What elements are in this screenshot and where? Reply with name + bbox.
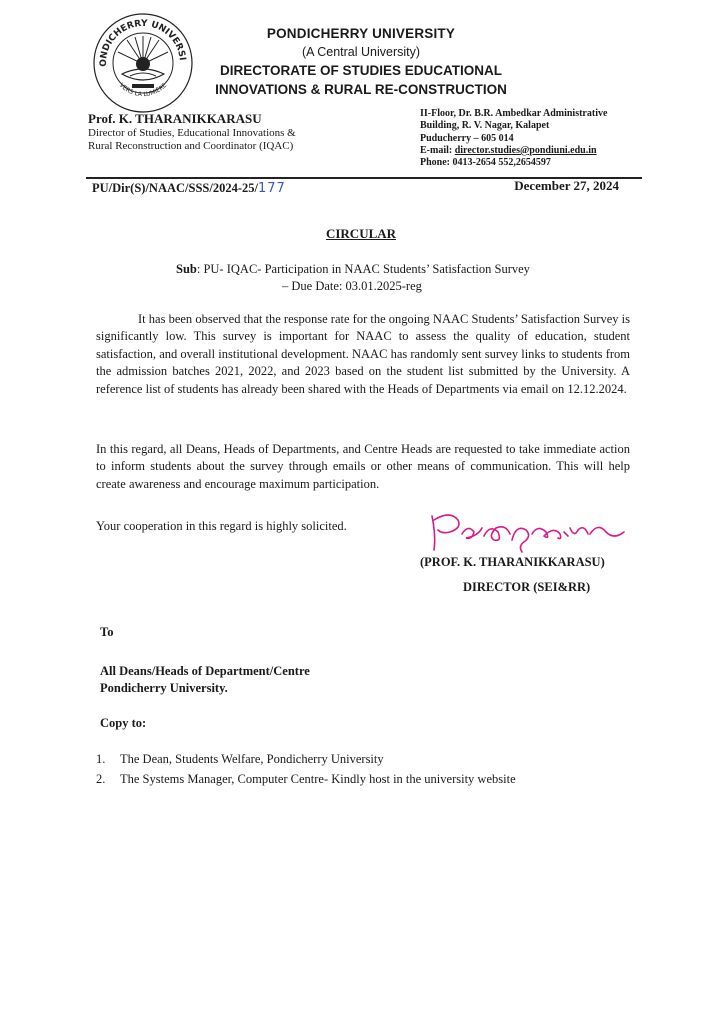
subject-text: : PU- IQAC- Participation in NAAC Students’ Satisfaction Survey bbox=[196, 262, 530, 276]
sender-name: Prof. K. THARANIKKARASU bbox=[88, 111, 262, 126]
university-logo bbox=[92, 12, 194, 114]
address-line-2: Building, R. V. Nagar, Kalapet bbox=[420, 120, 550, 132]
list-item-text: The Systems Manager, Computer Centre- Kindly host in the university website bbox=[120, 771, 516, 786]
office-address bbox=[420, 108, 670, 169]
list-item-number: 1. bbox=[96, 752, 106, 766]
signer-name: (PROF. K. THARANIKKARASU) bbox=[420, 555, 605, 569]
phone-line: Phone: 0413-2654 552,2654597 bbox=[420, 157, 551, 169]
list-item-text: The Dean, Students Welfare, Pondicherry University bbox=[120, 752, 384, 766]
recipients-line-2: Pondicherry University. bbox=[100, 681, 228, 695]
university-name: PONDICHERRY UNIVERSITY bbox=[266, 26, 456, 41]
address-line-1: II-Floor, Dr. B.R. Ambedkar Administrative bbox=[420, 108, 608, 119]
signer-designation: DIRECTOR (SEI&RR) bbox=[463, 580, 591, 594]
copy-to-list bbox=[96, 750, 516, 789]
email-row bbox=[420, 145, 670, 157]
signature-icon bbox=[428, 506, 628, 558]
due-date: – Due Date: 03.01.2025-reg bbox=[282, 279, 422, 293]
email-link[interactable]: director.studies@pondiuni.edu.in bbox=[454, 144, 597, 156]
sender-role bbox=[88, 127, 338, 153]
subject-label: Sub bbox=[176, 262, 197, 276]
list-item-number: 2. bbox=[96, 771, 106, 786]
sender-role-line-2: Rural Reconstruction and Coordinator (IQAC) bbox=[88, 140, 294, 152]
directorate-line-1: DIRECTORATE OF STUDIES EDUCATIONAL bbox=[219, 63, 502, 78]
university-subtitle: (A Central University) bbox=[301, 45, 421, 59]
recipients-line-1: All Deans/Heads of Department/Centre bbox=[100, 664, 310, 678]
seal-bottom-text: VERS LA LUMIÈRE bbox=[117, 81, 169, 99]
reference-prefix: PU/Dir(S)/NAAC/SSS/2024-25/ bbox=[92, 181, 258, 195]
body-paragraph-1: It has been observed that the response rate for the ongoing NAAC Students’ Satisfaction Survey is significantly low. This survey is important for NAAC to assess the quality of education, student satisfaction, and overall institutional development. NAAC has randomly sent survey links to students from the admission batches 2021, 2022, and 2023 based on the student list submitted by the University. A reference list of students has already been shared with the Heads of Departments via email on 12.12.2024. bbox=[96, 312, 630, 396]
reference-number bbox=[92, 181, 286, 196]
address-line-3: Puducherry – 605 014 bbox=[420, 132, 514, 144]
circular-heading: CIRCULAR bbox=[325, 226, 397, 241]
recipients-block bbox=[100, 663, 310, 697]
handwritten-number: 177 bbox=[257, 181, 286, 196]
directorate-line-2: INNOVATIONS & RURAL RE-CONSTRUCTION bbox=[215, 82, 507, 97]
list-item bbox=[96, 750, 516, 770]
subject-line bbox=[176, 262, 530, 277]
university-seal-icon bbox=[92, 12, 194, 114]
body-paragraph-2: In this regard, all Deans, Heads of Departments, and Centre Heads are requested to take immediate action to inform students about the survey through emails or other means of communication. This will help create awareness and encourage maximum participation. bbox=[96, 442, 630, 491]
to-label: To bbox=[100, 625, 114, 639]
copy-to-label: Copy to: bbox=[100, 716, 147, 730]
seal-top-text: ONDICHERRY UNIVERSI bbox=[98, 18, 187, 67]
circular-date: December 27, 2024 bbox=[514, 178, 619, 193]
list-item bbox=[96, 770, 516, 790]
cooperation-line: Your cooperation in this regard is highly solicited. bbox=[96, 519, 347, 533]
email-label: E-mail: bbox=[420, 144, 455, 156]
sender-role-line-1: Director of Studies, Educational Innovations & bbox=[88, 127, 296, 139]
